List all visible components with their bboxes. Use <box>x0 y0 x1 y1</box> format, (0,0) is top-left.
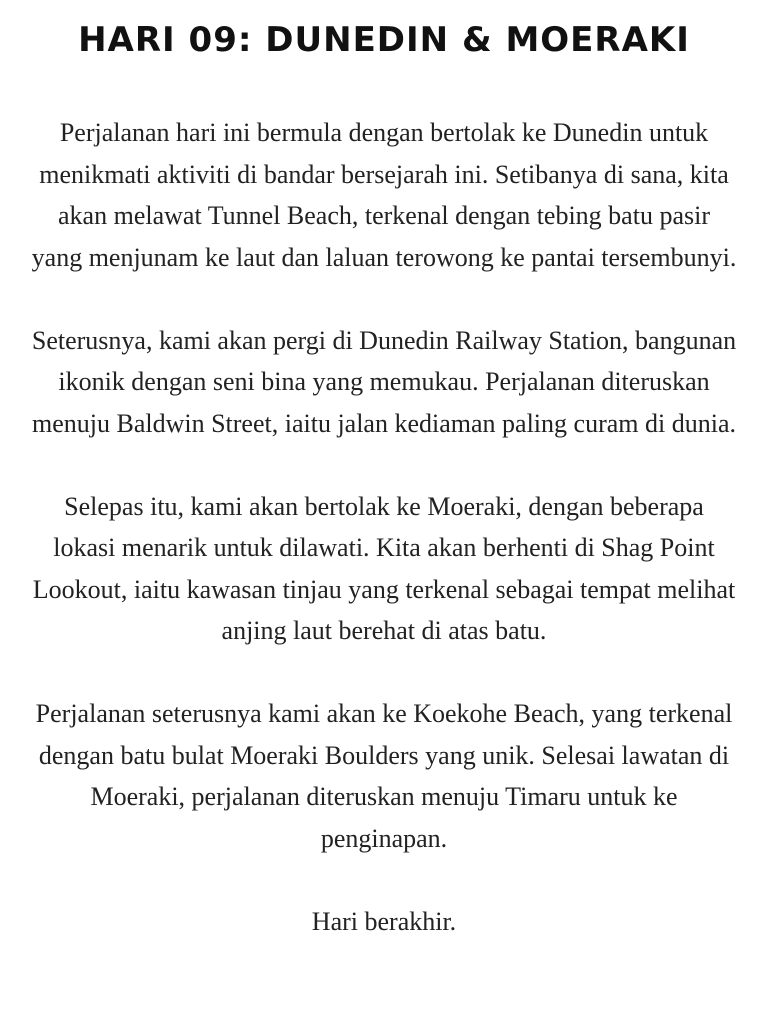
paragraph-shag-point: Selepas itu, kami akan bertolak ke Moeraki, dengan beberapa lokasi menarik untuk dilawati. Kita akan berhenti di Shag Point Lookout, iaitu kawasan tinjau yang terkenal sebagai tempat melihat anjing laut berehat di atas batu. <box>32 491 736 645</box>
paragraph-railway-station: Seterusnya, kami akan pergi di Dunedin Railway Station, bangunan ikonik dengan seni bina yang memukau. Perjalanan diteruskan menuju Baldwin Street, iaitu jalan kediaman paling curam di dunia. <box>31 325 737 438</box>
paragraph-tunnel-beach: Perjalanan hari ini bermula dengan bertolak ke Dunedin untuk menikmati aktiviti di bandar bersejarah ini. Setibanya di sana, kita akan melawat Tunnel Beach, terkenal dengan tebing batu pasir yang menjunam ke laut dan laluan terowong ke pantai tersembunyi. <box>31 118 737 272</box>
itinerary-body <box>30 112 738 942</box>
paragraph-koekohe-beach: Perjalanan seterusnya kami akan ke Koekohe Beach, yang terkenal dengan batu bulat Moeraki Boulders yang unik. Selesai lawatan di Moeraki, perjalanan diteruskan menuju Timaru untuk ke penginapan. <box>35 699 733 853</box>
page-title: HARI 09: DUNEDIN & MOERAKI <box>78 20 690 60</box>
paragraph-day-end: Hari berakhir. <box>311 906 457 936</box>
